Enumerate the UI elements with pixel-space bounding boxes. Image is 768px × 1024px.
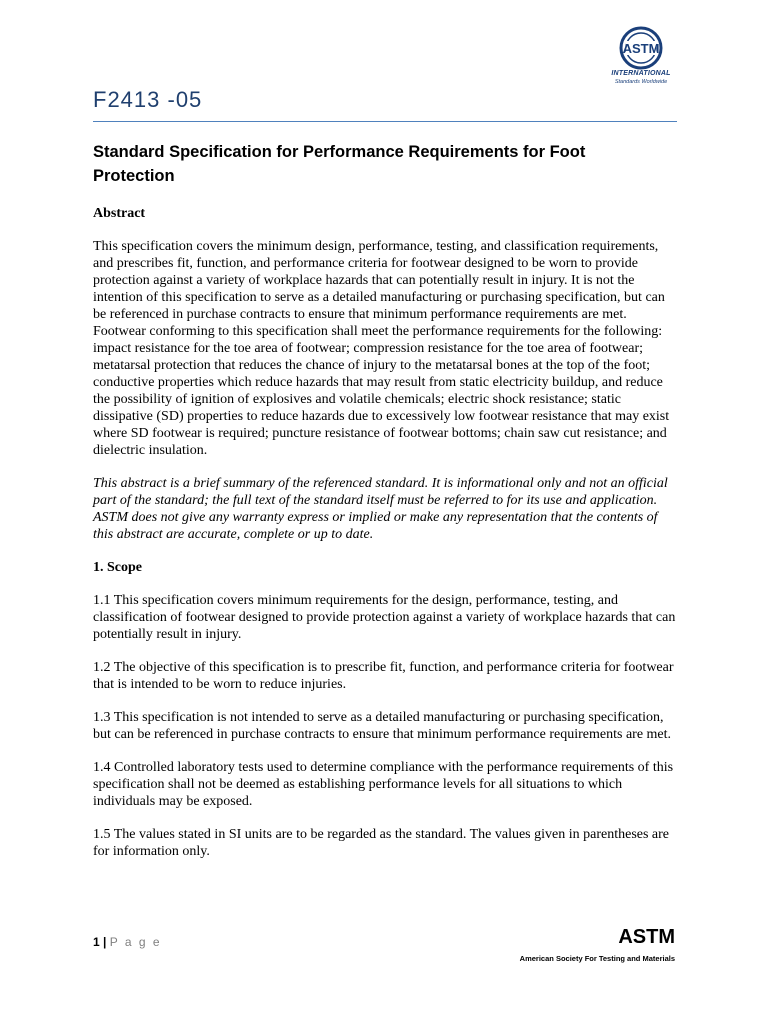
footer-brand: ASTM <box>618 926 675 948</box>
page-indicator <box>93 935 162 949</box>
astm-logo-mark <box>606 26 676 72</box>
footer-organization: American Society For Testing and Materials <box>519 954 675 963</box>
scope-item-1-2: 1.2 The objective of this specification is to prescribe fit, function, and performance criteria for footwear that is intended to be worn to reduce injuries. <box>93 660 674 692</box>
scope-item-1-1: 1.1 This specification covers minimum requirements for the design, performance, testing, and classification of footwear designed to provide protection against a variety of workplace hazards that can potentially result in injury. <box>93 593 676 642</box>
logo-text: ASTM <box>622 41 660 56</box>
document-body <box>93 205 678 876</box>
abstract-disclaimer: This abstract is a brief summary of the referenced standard. It is informational only and not an official part of the standard; the full text of the standard itself must be referred to for its use and application. ASTM does not give any warranty express or implied or make any representation that the contents of this abstract are accurate, complete or up to date. <box>93 476 668 542</box>
scope-item-1-3: 1.3 This specification is not intended to serve as a detailed manufacturing or purchasing specification, but can be referenced in purchase contracts to ensure that minimum performance requirements are met. <box>93 710 672 742</box>
logo-tagline: Standards Worldwide <box>614 79 668 85</box>
scope-item-1-4: 1.4 Controlled laboratory tests used to determine compliance with the performance requirements of this specification shall not be deemed as establishing performance levels for all situations to which individuals may be exposed. <box>93 760 674 809</box>
page-separator: | <box>103 935 107 949</box>
abstract-heading: Abstract <box>93 206 146 221</box>
astm-logo <box>606 26 676 88</box>
logo-subtext: INTERNATIONAL <box>611 70 671 77</box>
page-number: 1 <box>93 935 100 949</box>
abstract-body: This specification covers the minimum design, performance, testing, and classification requirements, and prescribes fit, function, and performance criteria for footwear designed to be worn to provide protection against a variety of workplace hazards that can potentially result in injury. It is not the intention of this specification to serve as a detailed manufacturing or purchasing specification, but can be referenced in purchase contracts to ensure that minimum performance requirements are met. Footwear conforming to this specification shall meet the performance requirements for the following: impact resistance for the toe area of footwear; compression resistance for the toe area of footwear; metatarsal protection that reduces the chance of injury to the metatarsal bones at the top of the foot; conductive properties which reduce hazards that may result from static electricity buildup, and reduce the possibility of ignition of explosives and volatile chemicals; electric shock resistance; static dissipative (SD) properties to reduce hazards due to excessively low footwear resistance that may exist where SD footwear is required; puncture resistance of footwear bottoms; chain saw cut resistance; and dielectric insulation. <box>93 239 670 458</box>
scope-heading: 1. Scope <box>93 560 142 575</box>
scope-item-1-5: 1.5 The values stated in SI units are to be regarded as the standard. The values given in parentheses are for information only. <box>93 827 670 859</box>
header-divider <box>93 121 677 122</box>
document-title: Standard Specification for Performance Requirements for Foot Protection <box>93 143 586 185</box>
page-label: P a g e <box>109 935 162 949</box>
document-id: F2413 -05 <box>93 87 203 112</box>
